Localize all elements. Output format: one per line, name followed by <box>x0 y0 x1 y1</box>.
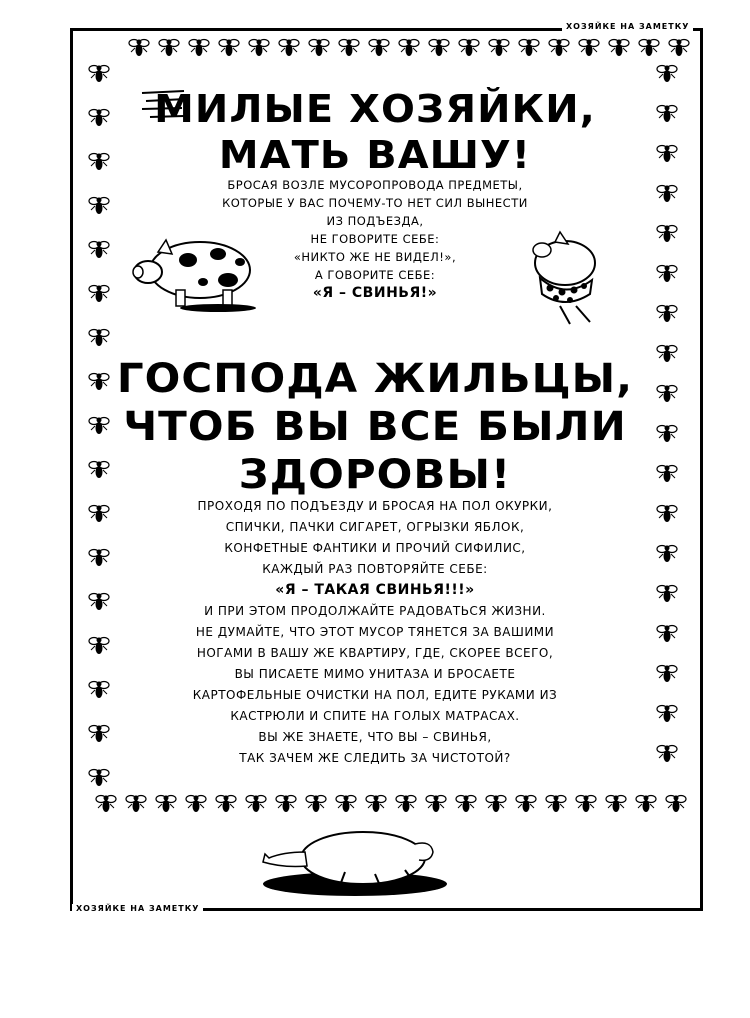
notice1-line: НЕ ГОВОРИТЕ СЕБЕ: <box>310 232 440 246</box>
fly-icon <box>608 36 630 58</box>
notice1-line: КОТОРЫЕ У ВАС ПОЧЕМУ-ТО НЕТ СИЛ ВЫНЕСТИ <box>222 196 528 210</box>
notice1-line: А ГОВОРИТЕ СЕБЕ: <box>314 268 436 282</box>
notice2-title-line2: ЧТОБ ВЫ ВСЕ БЫЛИ <box>123 404 627 450</box>
fly-icon <box>425 792 447 814</box>
fly-icon <box>656 62 678 84</box>
notice1-line: БРОСАЯ ВОЗЛЕ МУСОРОПРОВОДА ПРЕДМЕТЫ, <box>227 178 523 192</box>
notice2-line: ВЫ ПИСАЕТЕ МИМО УНИТАЗА И БРОСАЕТЕ <box>234 667 516 681</box>
fly-icon <box>455 792 477 814</box>
fly-icon <box>245 792 267 814</box>
notice1-emphasis: «Я – СВИНЬЯ!» <box>312 285 438 301</box>
fly-icon <box>398 36 420 58</box>
fly-icon <box>515 792 537 814</box>
fly-icon <box>218 36 240 58</box>
fly-icon <box>428 36 450 58</box>
fly-icon <box>335 792 357 814</box>
fly-icon <box>305 792 327 814</box>
fly-icon <box>338 36 360 58</box>
fly-icon <box>88 62 110 84</box>
fly-icon <box>485 792 507 814</box>
lying-pig-illustration <box>255 822 455 900</box>
fly-icon <box>188 36 210 58</box>
fly-icon <box>656 302 678 324</box>
fly-icon <box>545 792 567 814</box>
fly-icon <box>248 36 270 58</box>
spotted-pig-illustration <box>128 232 263 312</box>
fly-icon <box>548 36 570 58</box>
notice2-line: НЕ ДУМАЙТЕ, ЧТО ЭТОТ МУСОР ТЯНЕТСЯ ЗА ВАШИМИ <box>195 625 555 639</box>
fly-icon <box>578 36 600 58</box>
fly-icon <box>638 36 660 58</box>
fly-icon <box>665 792 687 814</box>
notice2-line: НОГАМИ В ВАШУ ЖЕ КВАРТИРУ, ГДЕ, СКОРЕЕ ВСЕГО, <box>196 646 554 660</box>
pig-in-shorts-illustration <box>520 228 610 328</box>
fly-icon <box>458 36 480 58</box>
fly-icon <box>668 36 690 58</box>
fly-icon <box>215 792 237 814</box>
notice2-title-line3: ЗДОРОВЫ! <box>238 452 512 498</box>
notice2-line: И ПРИ ЭТОМ ПРОДОЛЖАЙТЕ РАДОВАТЬСЯ ЖИЗНИ. <box>204 604 546 618</box>
fly-icon <box>155 792 177 814</box>
notice1-title-line1: МИЛЫЕ ХОЗЯЙКИ, <box>154 87 596 131</box>
notice2-emphasis: «Я – ТАКАЯ СВИНЬЯ!!!» <box>275 582 475 598</box>
footer-corner-label: ХОЗЯЙКЕ НА ЗАМЕТКУ <box>72 904 203 913</box>
notice2-line: ТАК ЗАЧЕМ ЖЕ СЛЕДИТЬ ЗА ЧИСТОТОЙ? <box>239 751 511 765</box>
fly-icon <box>88 326 110 348</box>
fly-icon <box>635 792 657 814</box>
fly-icon <box>395 792 417 814</box>
fly-icon <box>128 36 150 58</box>
fly-icon <box>88 766 110 788</box>
notice1-body <box>0 176 750 302</box>
fly-icon <box>368 36 390 58</box>
header-corner-label: ХОЗЯЙКЕ НА ЗАМЕТКУ <box>562 22 693 31</box>
fly-icon <box>185 792 207 814</box>
fly-icon <box>518 36 540 58</box>
notice2-line: КАЖДЫЙ РАЗ ПОВТОРЯЙТЕ СЕБЕ: <box>262 562 488 576</box>
notice2-line: СПИЧКИ, ПАЧКИ СИГАРЕТ, ОГРЫЗКИ ЯБЛОК, <box>225 520 525 534</box>
notice2-line: КАРТОФЕЛЬНЫЕ ОЧИСТКИ НА ПОЛ, ЕДИТЕ РУКАМИ ИЗ <box>192 688 558 702</box>
notice2-line: ПРОХОДЯ ПО ПОДЪЕЗДУ И БРОСАЯ НА ПОЛ ОКУРКИ, <box>197 499 553 513</box>
fly-icon <box>125 792 147 814</box>
notice1-title-line2: МАТЬ ВАШУ! <box>218 133 532 177</box>
fly-icon <box>575 792 597 814</box>
fly-icon <box>308 36 330 58</box>
notice2-title-line1: ГОСПОДА ЖИЛЬЦЫ, <box>116 356 634 402</box>
fly-icon <box>278 36 300 58</box>
fly-icon <box>365 792 387 814</box>
notice2-line: КОНФЕТНЫЕ ФАНТИКИ И ПРОЧИЙ СИФИЛИС, <box>224 541 526 555</box>
notice1-line: ИЗ ПОДЪЕЗДА, <box>326 214 424 228</box>
fly-icon <box>95 792 117 814</box>
notice1-line: «НИКТО ЖЕ НЕ ВИДЕЛ!», <box>293 250 457 264</box>
fly-icon <box>488 36 510 58</box>
notice2-line: ВЫ ЖЕ ЗНАЕТЕ, ЧТО ВЫ – СВИНЬЯ, <box>258 730 492 744</box>
fly-icon <box>158 36 180 58</box>
fly-icon <box>275 792 297 814</box>
fly-icon <box>605 792 627 814</box>
notice2-body <box>0 496 750 769</box>
notice2-line: КАСТРЮЛИ И СПИТЕ НА ГОЛЫХ МАТРАСАХ. <box>230 709 520 723</box>
